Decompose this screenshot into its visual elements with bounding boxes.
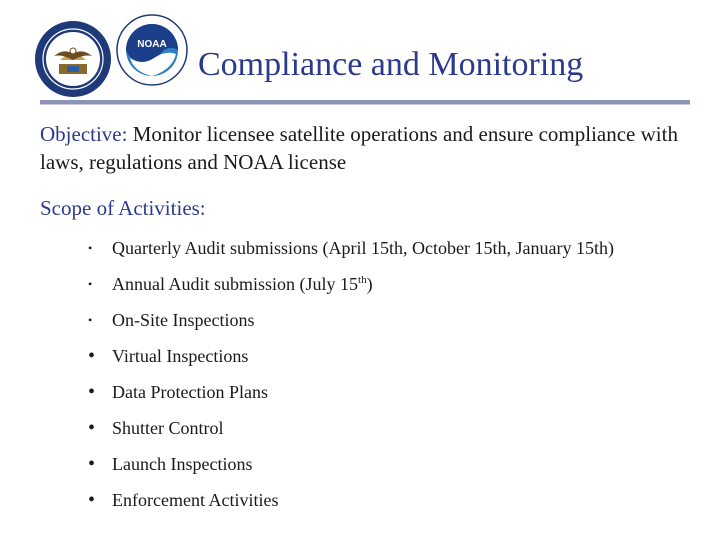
list-item-text-main: Annual Audit submission (July 15 bbox=[112, 274, 359, 294]
list-item bbox=[88, 446, 614, 482]
list-item-text: On-Site Inspections bbox=[112, 310, 255, 330]
list-item-text: Data Protection Plans bbox=[112, 382, 268, 402]
list-item bbox=[88, 482, 614, 518]
page-title: Compliance and Monitoring bbox=[198, 46, 584, 83]
scope-heading: Scope of Activities: bbox=[40, 196, 206, 220]
objective-text: Monitor licensee satellite operations and ensure compliance with laws, regulations and NOAA license bbox=[40, 122, 678, 174]
title-divider bbox=[40, 100, 690, 104]
list-item-text: Launch Inspections bbox=[112, 454, 253, 474]
list-item bbox=[88, 230, 614, 266]
list-item bbox=[88, 266, 614, 302]
list-item bbox=[88, 374, 614, 410]
bullet-icon: • bbox=[88, 453, 96, 475]
list-item-text: Virtual Inspections bbox=[112, 346, 249, 366]
list-item-text: Shutter Control bbox=[112, 418, 224, 438]
scope-list bbox=[88, 230, 614, 518]
bullet-icon: • bbox=[88, 381, 96, 403]
list-item bbox=[88, 302, 614, 338]
bullet-icon: • bbox=[88, 313, 93, 327]
list-item-text-after: ) bbox=[366, 274, 373, 294]
list-item-text: Enforcement Activities bbox=[112, 490, 279, 510]
list-item-text bbox=[112, 270, 373, 298]
bullet-icon: • bbox=[88, 345, 96, 367]
objective-label: Objective: bbox=[40, 122, 128, 146]
bullet-icon: • bbox=[88, 241, 93, 255]
list-item bbox=[88, 338, 614, 374]
noaa-logo-text: NOAA bbox=[137, 39, 167, 50]
bullet-icon: • bbox=[88, 417, 96, 439]
department-of-commerce-seal-icon bbox=[34, 20, 112, 98]
noaa-logo-icon bbox=[116, 14, 188, 86]
bullet-icon: • bbox=[88, 489, 96, 511]
list-item-superscript: th bbox=[358, 274, 367, 286]
list-item-text: Quarterly Audit submissions (April 15th, October 15th, January 15th) bbox=[112, 238, 614, 258]
bullet-icon: • bbox=[88, 277, 93, 291]
objective-paragraph bbox=[40, 120, 680, 176]
list-item bbox=[88, 410, 614, 446]
